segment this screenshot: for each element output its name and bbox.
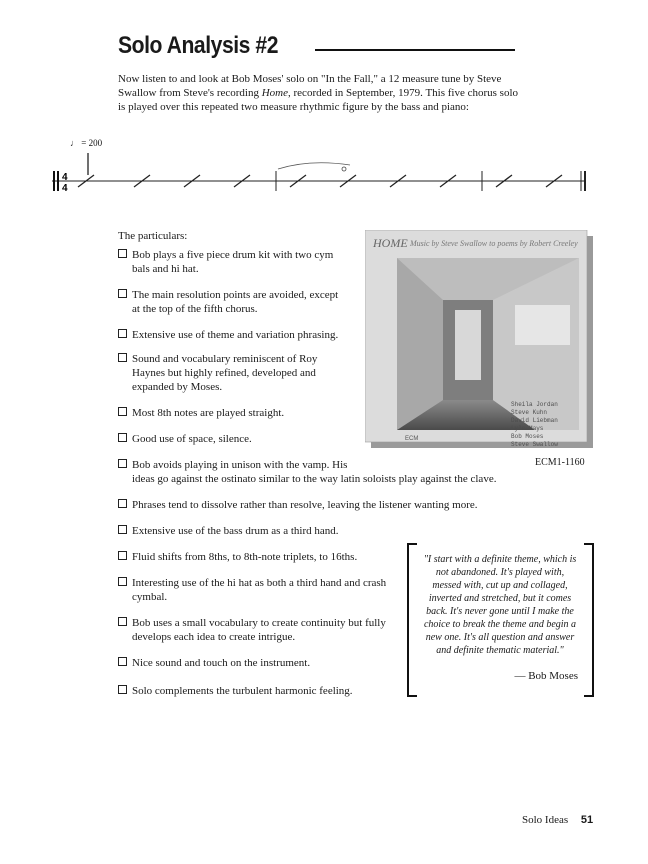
list-item [118,432,252,446]
list-item-text-cont: develops each idea to create intrigue. [132,631,296,643]
list-item [118,406,284,420]
room-window [515,305,570,345]
checkbox-icon [118,329,127,338]
list-item-text-cont: Haynes but highly refined, developed and [132,367,316,379]
note-head [342,167,346,171]
list-item [118,352,317,394]
list-item-text: Extensive use of theme and variation phrasing. [132,329,339,341]
album-cover [365,230,593,448]
checkbox-icon [118,353,127,362]
svg-text:Lyle Mays: Lyle Mays [511,425,544,432]
time-signature: 4 [62,172,68,183]
time-signature-bottom: 4 [62,183,68,194]
list-item-text: Phrases tend to dissolve rather than resolve, leaving the listener wanting more. [132,499,478,511]
list-item-text-cont: at the top of the fifth chorus. [132,303,258,315]
checkbox-icon [118,249,127,258]
list-item [118,550,357,564]
svg-text:David Liebman: David Liebman [511,417,558,424]
tie-marks [278,163,350,169]
hallway-window [455,310,481,380]
intro-paragraph [118,72,523,114]
list-item-text: Bob uses a small vocabulary to create continuity but fully [132,617,386,629]
list-item-text-cont: bals and hi hat. [132,263,199,275]
svg-text:Bob Moses: Bob Moses [511,433,544,440]
list-item-text: Solo complements the turbulent harmonic feeling. [132,685,353,697]
quote-attribution: — Bob Moses [514,670,578,682]
checkbox-icon [118,577,127,586]
quote-box [407,543,594,695]
list-item-text: Sound and vocabulary reminiscent of Roy [132,353,318,365]
particulars-label: The particulars: [118,230,188,242]
list-item [118,458,496,486]
list-item-text-cont: cymbal. [132,591,168,603]
page-title: Solo Analysis #2 [118,32,279,59]
svg-text:Steve Swallow: Steve Swallow [511,441,558,448]
quote-text: "I start with a definite theme, which is not abandoned. It's played with, messed with, cut up and collaged, inverted and stretched, but it comes back. It's never gone until I make the choice to break the theme and begin a new one. It's all question and answer and definite thematic material." [423,554,577,656]
svg-text:Sheila Jordan: Sheila Jordan [511,401,558,408]
album-catalog-number: ECM1-1160 [535,457,585,468]
list-item [118,684,353,698]
list-item-text: Interesting use of the hi hat as both a third hand and crash [132,577,387,589]
checkbox-icon [118,657,127,666]
intro-text-2: , recorded in September, 1979. This five chorus solo is played over this repeated two measure rhythmic figure by the bass and piano: [118,87,519,113]
page-footer [522,814,593,826]
quote-bracket-left [407,543,417,697]
intro-album-title: Home [261,87,289,99]
list-item-text-cont: expanded by Moses. [132,381,223,393]
rhythm-notation [50,135,595,195]
checkbox-icon [118,525,127,534]
intro-text-1: Now listen to and look at Bob Moses' solo on "In the Fall," a 12 measure tune by Steve Swallow from Steve's recording [118,73,502,99]
list-item [118,576,386,604]
checkbox-icon [118,551,127,560]
list-item [118,498,478,512]
footer-section: Solo Ideas [522,814,569,826]
quote-bracket-right [584,543,594,697]
list-item [118,656,310,670]
list-item [118,288,338,316]
svg-text:Steve Kuhn: Steve Kuhn [511,409,548,416]
checkbox-icon [118,433,127,442]
list-item-text-cont: ideas go against the ostinato similar to the way latin soloists play against the clave. [132,473,497,485]
checkbox-icon [118,407,127,416]
list-item [118,616,386,644]
album-label-mark: ECM [405,436,419,442]
title-rule [315,49,515,51]
checkbox-icon [118,685,127,694]
list-item-text: Fluid shifts from 8ths, to 8th-note triplets, to 16ths. [132,551,358,563]
checkbox-icon [118,459,127,468]
list-item-text: Extensive use of the bass drum as a third hand. [132,525,339,537]
tempo-marking: ♩ = 200 [70,138,103,148]
list-item-text: Bob avoids playing in unison with the vamp. His [132,459,348,471]
checkbox-icon [118,499,127,508]
list-item [118,524,339,538]
list-item [118,248,333,276]
album-cover-title: HOME [373,236,408,250]
page-number: 51 [580,814,594,826]
checkbox-icon [118,289,127,298]
list-item-text: The main resolution points are avoided, except [132,289,339,301]
album-cover-subtitle: Music by Steve Swallow to poems by Robert Creeley [410,239,578,248]
list-item [118,328,338,342]
list-item-text: Nice sound and touch on the instrument. [132,657,311,669]
checkbox-icon [118,617,127,626]
list-item-text: Most 8th notes are played straight. [132,407,285,419]
slash-notes [78,153,562,187]
title-block [118,32,518,62]
list-item-text: Bob plays a five piece drum kit with two cym [132,249,334,261]
list-item-text: Good use of space, silence. [132,433,252,445]
